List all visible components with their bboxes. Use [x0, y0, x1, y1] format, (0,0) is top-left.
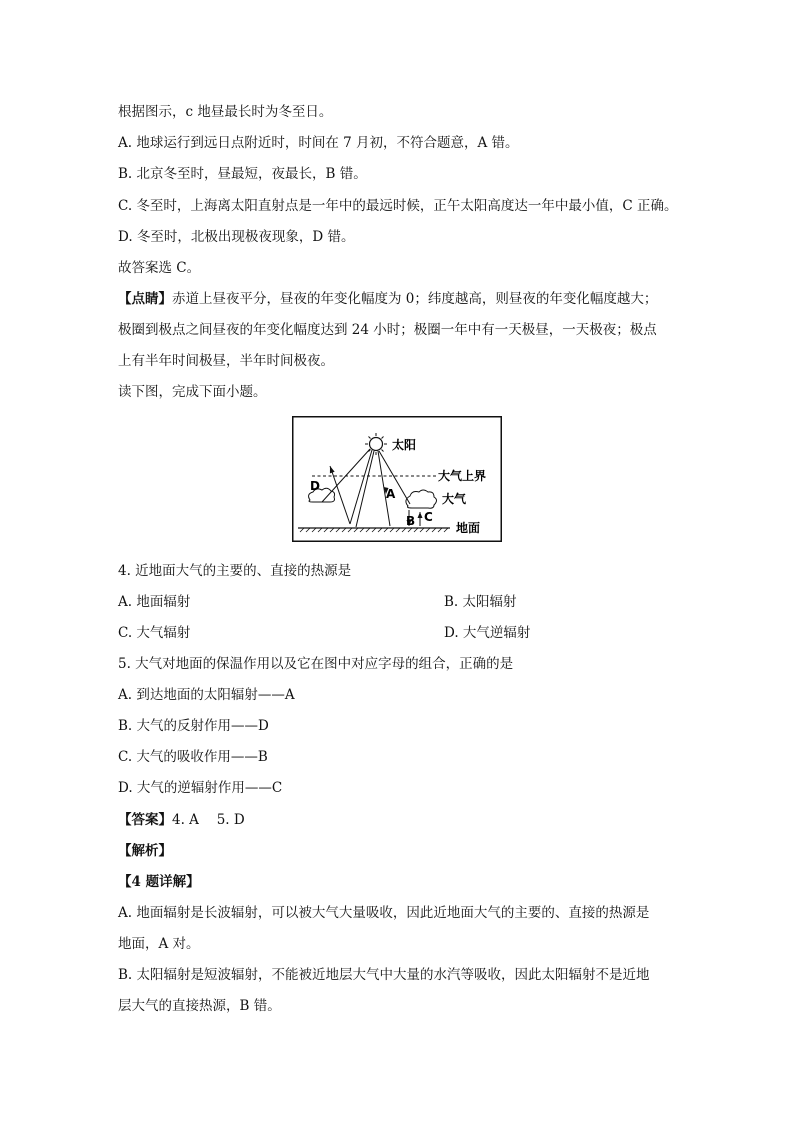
q5-option-c: C. 大气的吸收作用——B: [118, 749, 268, 765]
text-line: 极圈到极点之间昼夜的年变化幅度达到 24 小时；极圈一年中有一天极昼，一天极夜；极点: [118, 322, 657, 338]
text-line: 层大气的直接热源，B 错。: [118, 998, 281, 1014]
q4-option-b: B. 太阳辐射: [444, 594, 517, 610]
text-line: B. 太阳辐射是短波辐射，不能被近地层大气中大量的水汽等吸收，因此太阳辐射不是近地: [118, 967, 650, 983]
text-line: 读下图，完成下面小题。: [118, 384, 267, 400]
q5-option-b: B. 大气的反射作用——D: [118, 718, 269, 734]
analysis-tag: 【解析】: [118, 843, 172, 859]
label-a: A: [386, 487, 396, 501]
text-line: B. 北京冬至时，昼最短，夜最长，B 错。: [118, 166, 367, 182]
question-5-stem: 5. 大气对地面的保温作用以及它在图中对应字母的组合，正确的是: [118, 656, 514, 672]
question-4-stem: 4. 近地面大气的主要的、直接的热源是: [118, 563, 352, 579]
text-line: 地面，A 对。: [118, 936, 200, 952]
answer-line: [118, 810, 245, 830]
dianjing-line: [118, 289, 657, 309]
label-b: B: [406, 514, 416, 528]
ground-label: 地面: [456, 521, 481, 535]
text-line: A. 地球运行到远日点附近时，时间在 7 月初，不符合题意，A 错。: [118, 135, 519, 151]
text-line: C. 冬至时，上海离太阳直射点是一年中的最远时候，正午太阳高度达一年中最小值，C 正确。: [118, 198, 678, 214]
q5-option-d: D. 大气的逆辐射作用——C: [118, 780, 283, 796]
text-line: 上有半年时间极昼，半年时间极夜。: [118, 353, 334, 369]
dianjing-text: 赤道上昼夜平分，昼夜的年变化幅度为 0；纬度越高，则昼夜的年变化幅度越大；: [172, 291, 658, 307]
text-line: D. 冬至时，北极出现极夜现象，D 错。: [118, 229, 355, 245]
q4-detail-tag: 【4 题详解】: [118, 874, 200, 890]
text-line: 根据图示，c 地昼最长时为冬至日。: [118, 104, 333, 120]
label-c: C: [424, 510, 433, 524]
answer-tag: 【答案】: [118, 812, 172, 828]
q4-option-a: A. 地面辐射: [118, 594, 191, 610]
atmosphere-label: 大气: [442, 492, 467, 506]
text-line: 故答案选 C。: [118, 260, 201, 276]
q5-option-a: A. 到达地面的太阳辐射——A: [118, 687, 295, 703]
atmosphere-top-label: 大气上界: [438, 469, 487, 483]
q4-option-d: D. 大气逆辐射: [444, 625, 531, 641]
text-line: A. 地面辐射是长波辐射，可以被大气大量吸收，因此近地面大气的主要的、直接的热源是: [118, 905, 650, 921]
sun-label: 太阳: [392, 438, 417, 452]
atmosphere-radiation-diagram: [292, 416, 502, 542]
answer-text: 4. A 5. D: [172, 812, 245, 828]
q4-option-c: C. 大气辐射: [118, 625, 191, 641]
label-d: D: [310, 479, 320, 493]
dianjing-tag: 【点睛】: [118, 291, 172, 307]
